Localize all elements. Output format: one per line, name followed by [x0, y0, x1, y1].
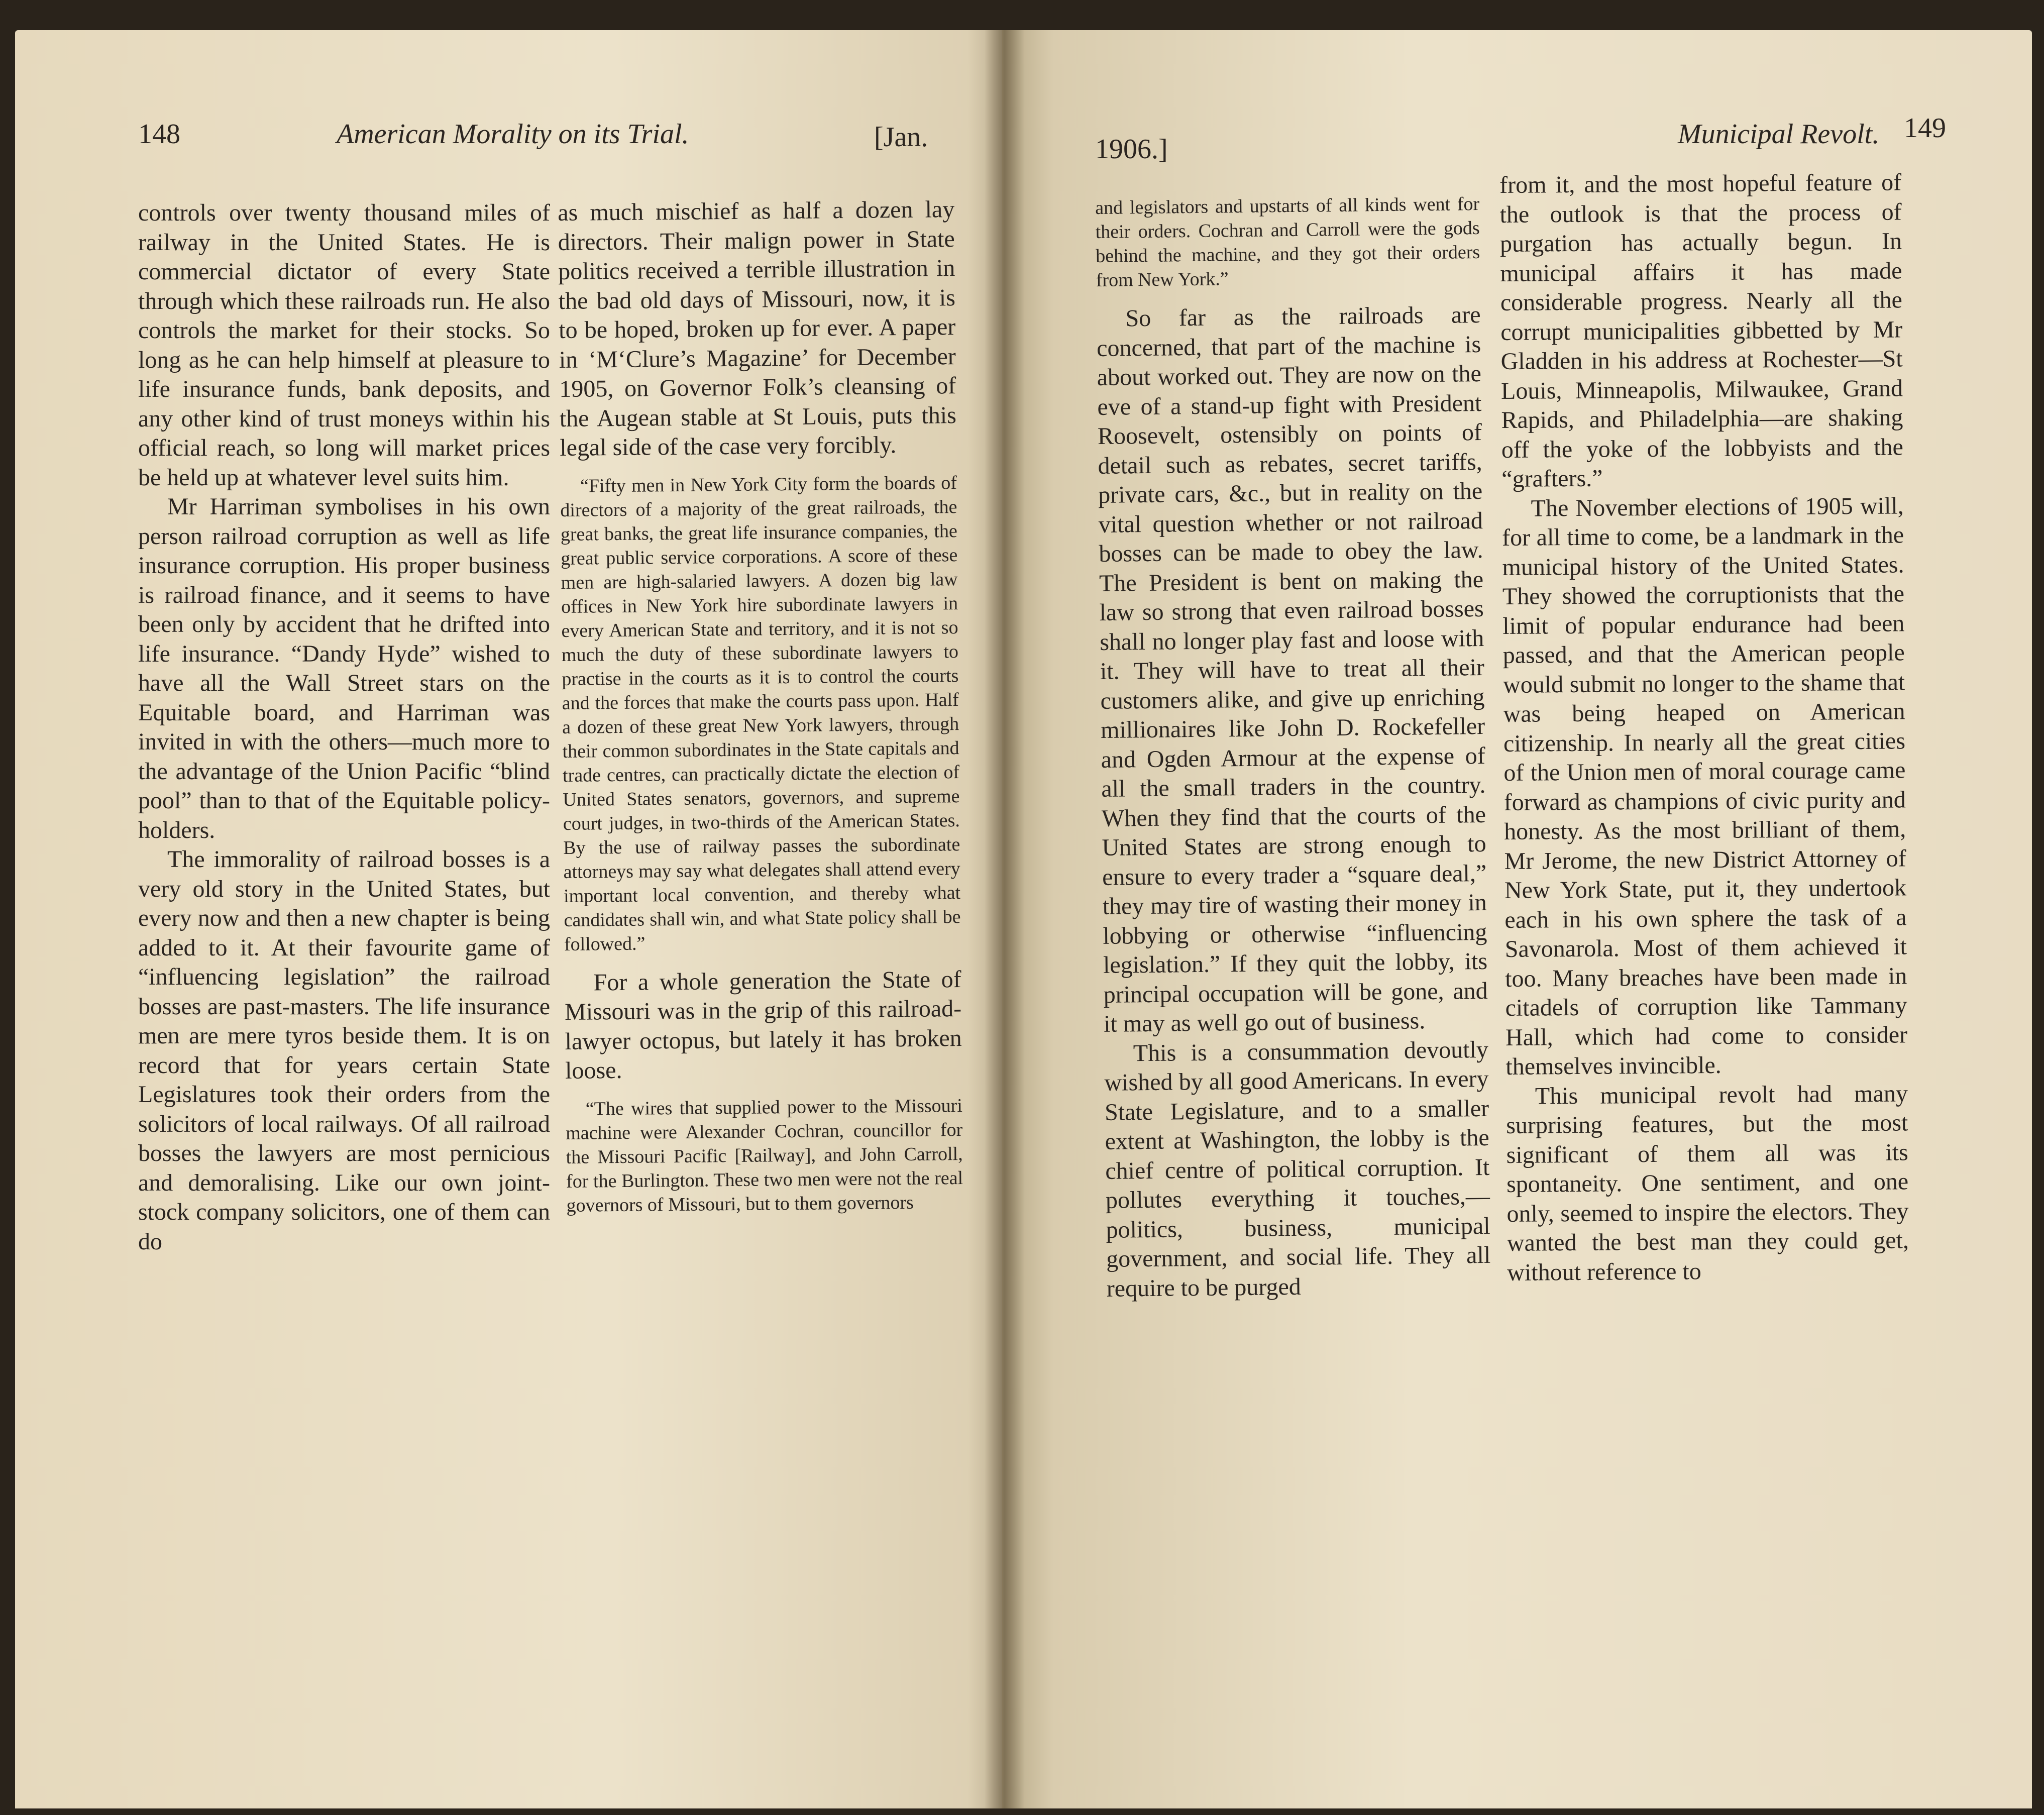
paragraph: Mr Harriman symbolises in his own person railroad corruption as well as life insurance corruption. His proper business is railroad finance, and it seems to have been only by accident that he drifted into life insurance. “Dandy Hyde” wished to have all the Wall Street stars on the Equitable board, and Harriman was invited in with the others—much more to the advantage of the Union Pacific “blind pool” than to that of the Equitable policy-holders. [138, 493, 550, 843]
block-quote: and legislators and upstarts of all kinds went for their orders. Cochran and Carroll were the gods behind the machine, and they got their orders from New York.” [1095, 193, 1480, 291]
left-column-1 [138, 198, 550, 1256]
running-title-right: Municipal Revolt. [1678, 119, 1880, 150]
paragraph: from it, and the most hopeful feature of the outlook is that the process of purgation has actually begun. In municipal affairs it has made considerable progress. Nearly all the corrupt municipalities gibbetted by Mr Gladden in his address at Rochester—St Louis, Minneapolis, Milwaukee, Grand Rapids, and Philadelphia—are shaking off the yoke of the lobbyists and the “grafters.” [1499, 169, 1904, 492]
paragraph: This is a consummation devoutly wished by all good Americans. In every State Legislature, and to a smaller extent at Washington, the lobby is the chief centre of political corruption. It pollutes everything it touches,—politics, business, municipal government, and social life. They all require to be purged [1104, 1036, 1491, 1302]
running-date-right: 1906.] [1095, 134, 1168, 165]
running-date-left: [Jan. [874, 122, 928, 153]
left-page [15, 30, 1007, 1808]
right-column-1 [1095, 192, 1491, 1304]
block-quote: “The wires that supplied power to the Missouri machine were Alexander Cochran, councillor for the Missouri Pacific [Railway], and John Carroll, for the Burlington. These two men were not the real governors of Missouri, but to them governors [566, 1095, 963, 1216]
paragraph: For a whole generation the State of Missouri was in the grip of this railroad-lawyer octopus, but lately it has broken loose. [564, 966, 962, 1084]
paragraph: The November elections of 1905 will, for all time to come, be a landmark in the municipal history of the United States. They showed the corruptionists that the limit of popular endurance had been passed, and that the American people would submit no longer to the shame that was being heaped on American citizenship. In nearly all the great cities of the Union men of moral courage came forward as champions of civic purity and honesty. As the most brilliant of them, Mr Jerome, the new District Attorney of New York State, put it, they undertook each in his own sphere the task of a Savonarola. Most of them achieved it too. Many breaches have been made in citadels of corruption like Tammany Hall, which had come to consider themselves invincible. [1501, 492, 1908, 1080]
page-number-right: 149 [1904, 113, 1946, 144]
book-gutter [985, 30, 1025, 1808]
running-title-left: American Morality on its Trial. [337, 119, 689, 150]
paragraph: controls over twenty thousand miles of railway in the United States. He is commercial dictator of every State through which these railroads run. He also controls the market for their stocks. So long as he can help himself at pleasure to life insurance funds, bank deposits, and any other kind of trust moneys within his official reach, so long will market prices be held up at whatever level suits him. [138, 199, 550, 491]
left-column-2 [558, 195, 963, 1229]
paragraph: This municipal revolt had many surprising features, but the most significant of them all was its spontaneity. One sentiment, and one only, seemed to inspire the electors. They wanted the best man they could get, without reference to [1506, 1080, 1909, 1286]
paragraph: So far as the railroads are concerned, that part of the machine is about worked out. They are now on the eve of a stand-up fight with President Roosevelt, ostensibly on points of detail such as rebates, secret tariffs, private cars, &c., but in reality on the vital question whether or not railroad bosses can be made to obey the law. The President is bent on making the law so strong that even railroad bosses shall no longer play fast and loose with it. They will have to treat all their customers alike, and give up enriching millionaires like John D. Rockefeller and Ogden Armour at the expense of all the small traders in the country. When they find that the courts of the United States are strong enough to ensure to every trader a “square deal,” they may tire of wasting their money in lobbying or otherwise “influencing legislation.” If they quit the lobby, its principal occupation will be gone, and it may as well go out of business. [1096, 301, 1488, 1037]
right-page [1002, 30, 2032, 1808]
page-number-left: 148 [138, 119, 180, 150]
block-quote: “Fifty men in New York City form the boards of directors of a majority of the great railroads, the great banks, the great life insurance companies, the great public service corporations. A score of these men are high-salaried lawyers. A dozen big law offices in New York hire subordinate lawyers in every American State and territory, and it is not so much the duty of these subordinate lawyers to practise in the courts as it is to control the courts and the forces that make the courts pass upon. Half a dozen of these great New York lawyers, through their common subordinates in the State capitals and trade centres, can practically dictate the election of United States senators, governors, and supreme court judges, in two-thirds of the American States. By the use of railway passes the subordinate attorneys may say what delegates shall attend every important local convention, and thereby what candidates shall win, and what State policy shall be followed.” [560, 472, 961, 955]
right-column-2 [1499, 168, 1909, 1288]
paragraph: The immorality of railroad bosses is a very old story in the United States, but every now and then a new chapter is being added to it. At their favourite game of “influencing legislation” the railroad bosses are past-masters. The life insurance men are mere tyros beside them. It is on record that for years certain State Legislatures took their orders from the solicitors of local railways. Of all railroad bosses the lawyers are most pernicious and demoralising. Like our own joint-stock company solicitors, one of them can do [138, 846, 550, 1255]
paragraph: as much mischief as half a dozen lay directors. Their malign power in State politics received a terrible illustration in the bad old days of Missouri, now, it is to be hoped, broken up for ever. A paper in ‘M‘Clure’s Magazine’ for December 1905, on Governor Folk’s cleansing of the Augean stable at St Louis, puts this legal side of the case very forcibly. [558, 196, 957, 461]
